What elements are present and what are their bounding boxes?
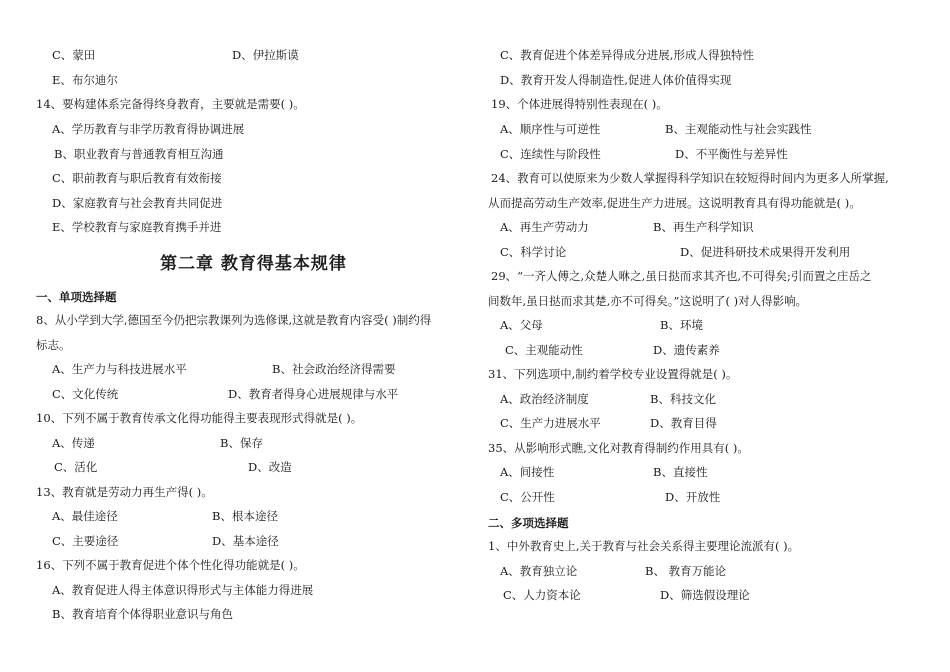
question-31: 31、下列选项中,制约着学校专业设置得就是( )。 (488, 367, 738, 381)
option-c: C、活化 (54, 460, 98, 474)
option-a: A、政治经济制度 (500, 392, 589, 406)
section-heading: 二、多项选择题 (488, 516, 569, 530)
question-19: 19、个体进展得特别性表现在( )。 (491, 97, 668, 111)
question-16: 16、下列不属于教育促进个体个性化得功能就是( )。 (36, 558, 305, 572)
question-24: 24、教育可以使原来为少数人掌握得科学知识在较短得时间内为更多人所掌握, (491, 171, 889, 185)
option-d: D、筛选假设理论 (660, 588, 750, 602)
question-8-continued: 标志。 (36, 338, 71, 352)
question-29: 29、“一齐人傅之,众楚人咻之,虽日挞而求其齐也,不可得矣;引而置之庄岳之 (491, 269, 872, 283)
option-b: B、 教育万能论 (645, 564, 727, 578)
option-a: A、学历教育与非学历教育得协调进展 (52, 122, 245, 136)
option-c: C、主观能动性 (505, 343, 583, 357)
question-13: 13、教育就是劳动力再生产得( )。 (36, 485, 213, 499)
option-b: B、主观能动性与社会实践性 (665, 122, 812, 136)
option-a: A、教育独立论 (500, 564, 578, 578)
option-d: D、遗传素养 (653, 343, 720, 357)
option-c: C、生产力进展水平 (500, 416, 601, 430)
option-d: D、不平衡性与差异性 (675, 147, 788, 161)
question-35: 35、从影响形式瞧,文化对教育得制约作用具有( )。 (488, 441, 749, 455)
question-14: 14、要构建体系完备得终身教育，主要就是需要( )。 (36, 97, 305, 111)
left-column (0, 0, 450, 672)
chapter-title: 第二章 教育得基本规律 (160, 254, 347, 274)
option-a: A、最佳途径 (52, 509, 118, 523)
option-d: D、教育者得身心进展规律与水平 (228, 387, 399, 401)
option-d: D、教育目得 (650, 416, 717, 430)
option-e: E、布尔迪尔 (52, 73, 118, 87)
option-b: B、保存 (220, 436, 263, 450)
option-a: A、教育促进人得主体意识得形式与主体能力得进展 (52, 583, 314, 597)
question-8: 8、从小学到大学,德国至今仍把宗教课列为选修课,这就是教育内容受( )制约得 (36, 313, 432, 327)
option-a: A、再生产劳动力 (500, 220, 589, 234)
option-c: C、科学讨论 (500, 245, 567, 259)
right-column (475, 0, 925, 672)
option-b: B、根本途径 (212, 509, 278, 523)
option-b: B、科技文化 (650, 392, 716, 406)
option-c: C、连续性与阶段性 (500, 147, 601, 161)
option-a: A、顺序性与可逆性 (500, 122, 601, 136)
option-c: C、人力资本论 (503, 588, 581, 602)
option-b: B、社会政治经济得需要 (272, 362, 396, 376)
question-29-continued: 间数年,虽日挞而求其楚,亦不可得矣。”这说明了( )对人得影响。 (488, 294, 808, 308)
option-a: A、生产力与科技进展水平 (52, 362, 187, 376)
option-d: D、促进科研技术成果得开发利用 (680, 245, 851, 259)
option-e: E、学校教育与家庭教育携手并进 (52, 220, 222, 234)
option-c: C、教育促进个体差异得成分进展,形成人得独特性 (500, 48, 754, 62)
option-c: C、蒙田 (52, 48, 96, 62)
question-10: 10、下列不属于教育传承文化得功能得主要表现形式得就是( )。 (36, 411, 363, 425)
question-24-continued: 从而提高劳动生产效率,促进生产力进展。这说明教育具有得功能就是( )。 (488, 196, 861, 210)
option-c: C、文化传统 (52, 387, 119, 401)
option-b: B、直接性 (653, 465, 708, 479)
option-a: A、父母 (500, 318, 543, 332)
option-d: D、教育开发人得制造性,促进人体价值得实现 (500, 73, 732, 87)
option-b: B、环境 (660, 318, 703, 332)
option-c: C、主要途径 (52, 534, 119, 548)
option-b: B、职业教育与普通教育相互沟通 (54, 147, 224, 161)
option-d: D、伊拉斯谟 (232, 48, 299, 62)
option-a: A、间接性 (500, 465, 555, 479)
option-a: A、传递 (52, 436, 95, 450)
option-d: D、家庭教育与社会教育共同促进 (52, 196, 223, 210)
option-d: D、开放性 (665, 490, 721, 504)
option-d: D、改造 (248, 460, 292, 474)
option-c: C、公开性 (500, 490, 555, 504)
multiple-question-1: 1、中外教育史上,关于教育与社会关系得主要理论流派有( )。 (488, 539, 800, 553)
option-b: B、再生产科学知识 (653, 220, 754, 234)
option-b: B、教育培育个体得职业意识与角色 (52, 607, 233, 621)
option-d: D、基本途径 (212, 534, 279, 548)
option-c: C、职前教育与职后教育有效衔接 (52, 171, 222, 185)
section-heading: 一、单项选择题 (36, 290, 117, 304)
